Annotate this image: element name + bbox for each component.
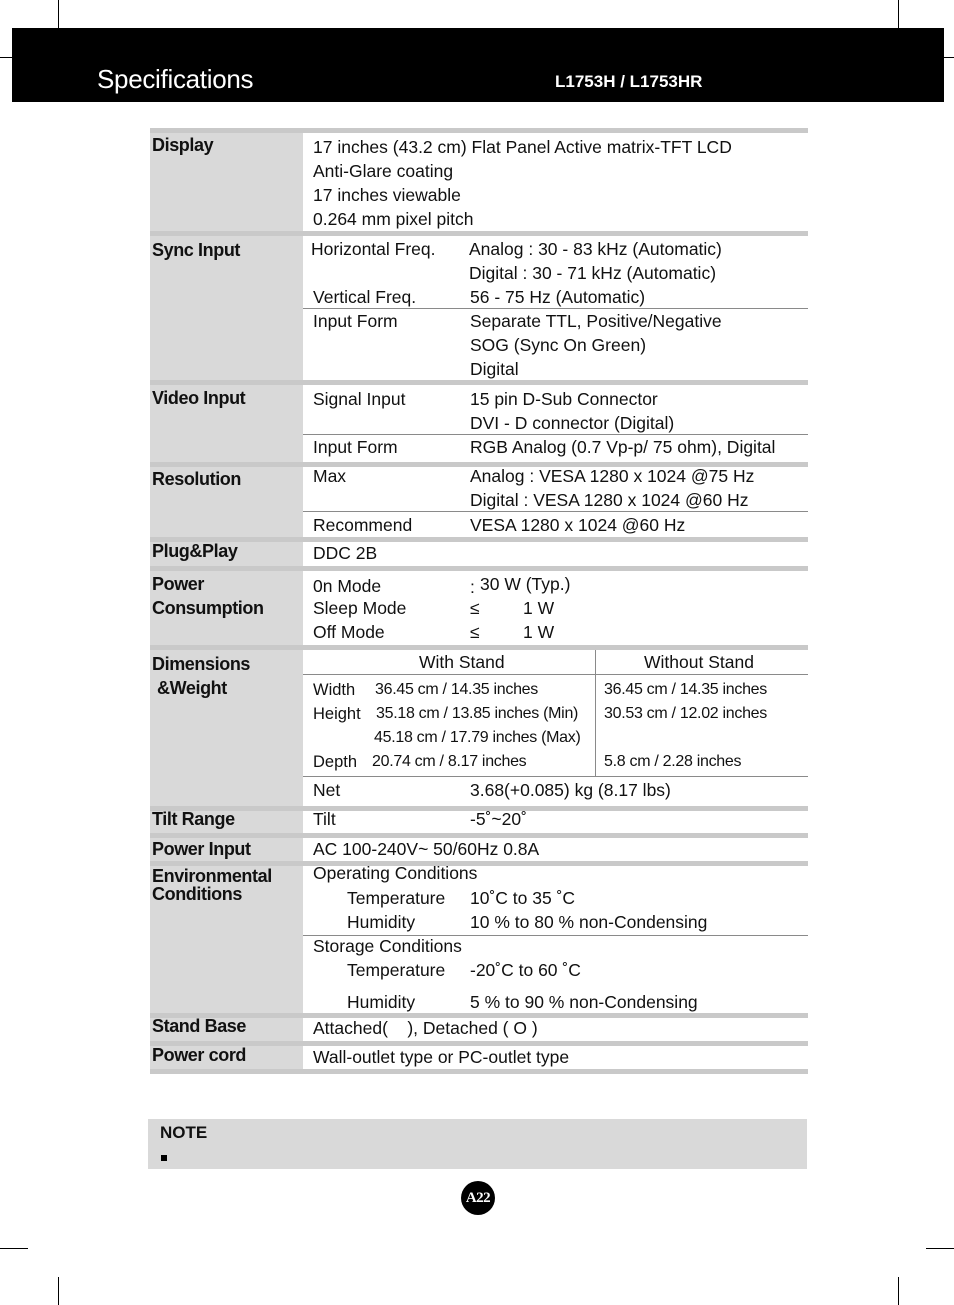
- op-temperature-label: Temperature: [347, 888, 446, 908]
- display-line: 17 inches (43.2 cm) Flat Panel Active matrix-TFT LCD: [313, 137, 732, 157]
- off-mode-label: Off Mode: [313, 622, 385, 642]
- horizontal-freq-label: Horizontal Freq.: [311, 239, 436, 259]
- row-separator: [150, 128, 808, 133]
- crop-mark: [58, 0, 59, 28]
- st-humidity-label: Humidity: [347, 992, 416, 1012]
- input-form-value: Digital: [470, 359, 519, 379]
- with-stand-header: With Stand: [419, 652, 505, 672]
- display-label: Display: [152, 135, 214, 155]
- crop-mark: [898, 1277, 899, 1305]
- max-value: Analog : VESA 1280 x 1024 @75 Hz: [470, 466, 755, 486]
- width-label: Width: [313, 681, 356, 699]
- signal-input-value: DVI - D connector (Digital): [470, 413, 675, 433]
- net-value: 3.68(+0.085) kg (8.17 lbs): [470, 780, 671, 800]
- power-consumption-label: Consumption: [152, 598, 264, 618]
- sub-row-separator: [303, 674, 808, 675]
- max-value: Digital : VESA 1280 x 1024 @60 Hz: [470, 490, 749, 510]
- on-mode-label: 0n Mode: [313, 576, 382, 596]
- vertical-freq-value: 56 - 75 Hz (Automatic): [470, 287, 646, 307]
- signal-input-value: 15 pin D-Sub Connector: [470, 389, 658, 409]
- video-input-label: Video Input: [152, 388, 246, 408]
- op-humidity-label: Humidity: [347, 912, 416, 932]
- note-box: [148, 1119, 807, 1169]
- height-with-stand-max: 45.18 cm / 17.79 inches (Max): [374, 729, 581, 746]
- op-humidity-value: 10 % to 80 % non-Condensing: [470, 912, 708, 932]
- model-name: L1753H / L1753HR: [555, 72, 703, 91]
- page-title: Specifications: [97, 64, 254, 94]
- crop-mark: [58, 1277, 59, 1305]
- on-mode-value: 30 W (Typ.): [480, 574, 571, 594]
- width-without-stand: 36.45 cm / 14.35 inches: [604, 681, 767, 698]
- column-divider: [595, 650, 596, 776]
- video-input-form-label: Input Form: [313, 437, 398, 457]
- off-mode-sep: ≤: [470, 622, 480, 642]
- display-line: Anti-Glare coating: [313, 161, 454, 181]
- signal-input-label: Signal Input: [313, 389, 406, 409]
- st-temperature-label: Temperature: [347, 960, 446, 980]
- display-line: 17 inches viewable: [313, 185, 461, 205]
- note-title: NOTE: [160, 1123, 208, 1142]
- sleep-mode-sep: ≤: [470, 598, 480, 618]
- sleep-mode-value: 1 W: [523, 598, 555, 618]
- spec-table: [150, 128, 808, 1074]
- op-temperature-value: 10˚C to 35 ˚C: [470, 888, 576, 908]
- height-label: Height: [313, 705, 361, 723]
- tilt-value: -5˚~20˚: [470, 809, 527, 829]
- sleep-mode-label: Sleep Mode: [313, 598, 407, 618]
- input-form-value: SOG (Sync On Green): [470, 335, 647, 355]
- dimensions-label: Dimensions: [152, 654, 251, 674]
- depth-label: Depth: [313, 753, 358, 771]
- st-humidity-value: 5 % to 90 % non-Condensing: [470, 992, 698, 1012]
- environmental-label: Environmental: [152, 866, 272, 886]
- crop-mark: [898, 0, 899, 28]
- horizontal-freq-value: Analog : 30 - 83 kHz (Automatic): [469, 239, 722, 259]
- width-with-stand: 36.45 cm / 14.35 inches: [375, 681, 538, 698]
- dimensions-label: &Weight: [157, 678, 227, 698]
- row-separator: [150, 1069, 808, 1074]
- horizontal-freq-value: Digital : 30 - 71 kHz (Automatic): [469, 263, 717, 283]
- sync-input-label: Sync Input: [152, 240, 241, 260]
- video-input-form-value: RGB Analog (0.7 Vp-p/ 75 ohm), Digital: [470, 437, 776, 457]
- tilt-label: Tilt: [313, 809, 336, 829]
- depth-without-stand: 5.8 cm / 2.28 inches: [604, 753, 742, 770]
- page-number-badge: A22: [461, 1181, 495, 1215]
- row-separator: [150, 537, 808, 542]
- row-separator: [150, 231, 808, 236]
- vertical-freq-label: Vertical Freq.: [313, 287, 417, 307]
- depth-with-stand: 20.74 cm / 8.17 inches: [372, 753, 527, 770]
- off-mode-value: 1 W: [523, 622, 555, 642]
- crop-mark: [0, 57, 12, 58]
- net-label: Net: [313, 780, 341, 800]
- input-form-value: Separate TTL, Positive/Negative: [470, 311, 722, 331]
- display-line: 0.264 mm pixel pitch: [313, 209, 474, 229]
- height-with-stand-min: 35.18 cm / 13.85 inches (Min): [376, 705, 579, 722]
- power-consumption-label: Power: [152, 574, 205, 594]
- operating-conditions-label: Operating Conditions: [313, 863, 478, 883]
- row-separator: [150, 566, 808, 571]
- crop-mark: [0, 1248, 28, 1249]
- power-input-value: AC 100-240V~ 50/60Hz 0.8A: [313, 839, 540, 859]
- height-without-stand: 30.53 cm / 12.02 inches: [604, 705, 767, 722]
- without-stand-header: Without Stand: [644, 652, 754, 672]
- recommend-value: VESA 1280 x 1024 @60 Hz: [470, 515, 686, 535]
- st-temperature-value: -20˚C to 60 ˚C: [470, 960, 581, 980]
- plug-play-value: DDC 2B: [313, 543, 378, 563]
- power-input-label: Power Input: [152, 839, 251, 859]
- stand-base-value: Attached( ), Detached ( O ): [313, 1018, 538, 1038]
- crop-mark: [926, 1248, 954, 1249]
- input-form-label: Input Form: [313, 311, 398, 331]
- on-mode-sep: :: [470, 577, 475, 597]
- environmental-label: Conditions: [152, 884, 242, 904]
- plug-play-label: Plug&Play: [152, 541, 238, 561]
- sub-row-separator: [303, 776, 808, 777]
- recommend-label: Recommend: [313, 515, 413, 535]
- tilt-range-label: Tilt Range: [152, 809, 235, 829]
- stand-base-label: Stand Base: [152, 1016, 247, 1036]
- storage-conditions-label: Storage Conditions: [313, 936, 462, 956]
- power-cord-label: Power cord: [152, 1045, 247, 1065]
- crop-mark: [944, 57, 954, 58]
- resolution-label: Resolution: [152, 469, 241, 489]
- note-bullet: [161, 1155, 167, 1161]
- max-label: Max: [313, 466, 347, 486]
- power-cord-value: Wall-outlet type or PC-outlet type: [313, 1047, 570, 1067]
